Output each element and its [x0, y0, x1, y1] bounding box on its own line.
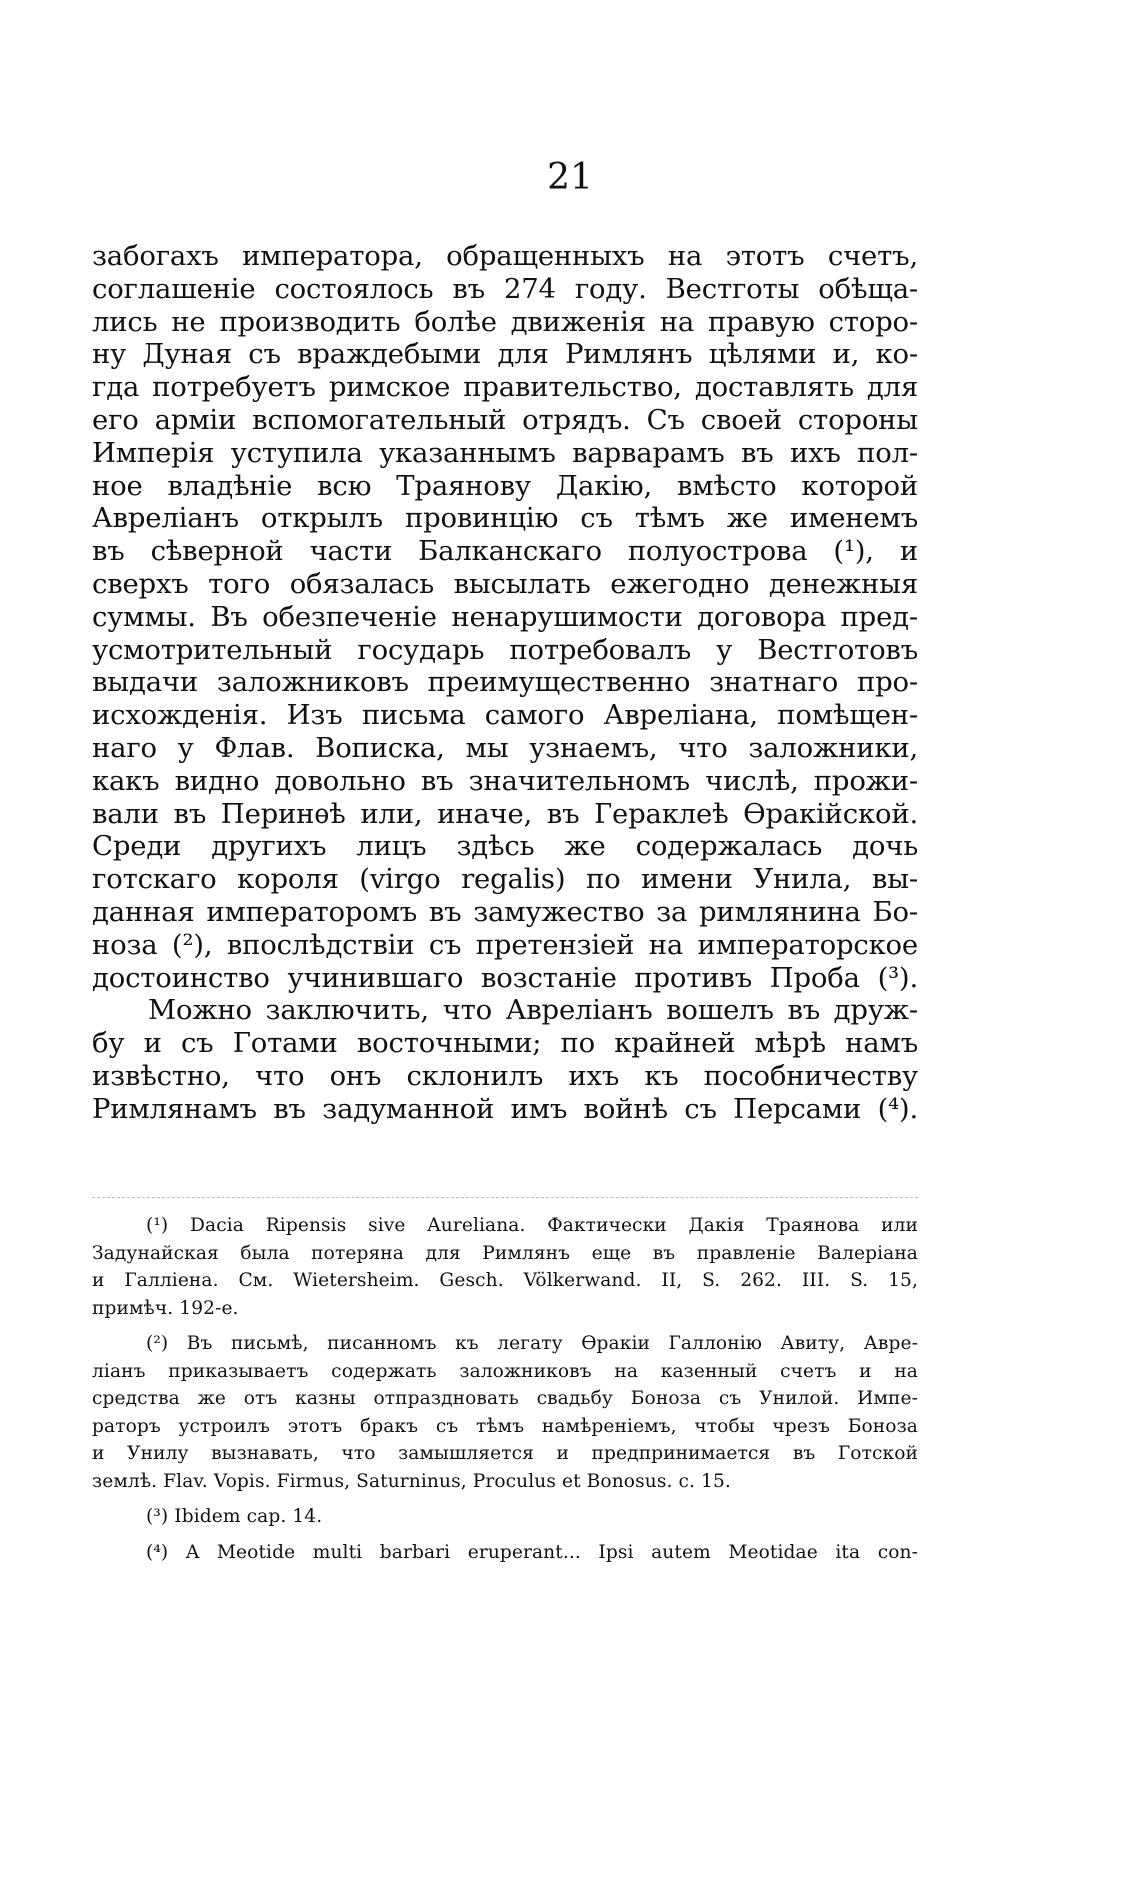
paragraph [92, 240, 918, 994]
text-line: Имперія уступила указаннымъ варварамъ въ ихъ пол- [92, 436, 918, 469]
text-line: гда потребуетъ римское правительство, доставлять для [92, 371, 918, 404]
footnotes [92, 1212, 918, 1566]
text-line: бу и съ Готами восточными; по крайней мѣрѣ намъ [92, 1027, 918, 1060]
text-line: усмотрительный государь потребовалъ у Вестготовъ [92, 633, 918, 666]
text-line: извѣстно, что онъ склонилъ ихъ къ пособничеству [92, 1059, 918, 1092]
footnote-line: и Унилу вызнавать, что замышляется и предпринимается въ Готской [92, 1443, 918, 1464]
footnote-line: примѣч. 192-е. [92, 1297, 239, 1319]
text-line: Среди другихъ лицъ здѣсь же содержалась дочь [92, 830, 918, 863]
text-line: ноза (²), впослѣдствіи съ претензіей на императорское [92, 928, 918, 961]
footnote-line: и Галліена. См. Wietersheim. Gesch. Völkerwand. II, S. 262. III. S. 15, [92, 1270, 918, 1291]
text-line: выдачи заложниковъ преимущественно знатнаго про- [92, 666, 918, 699]
text-line: наго у Флав. Вописка, мы узнаемъ, что заложники, [92, 731, 918, 764]
footnote-line: землѣ. Flav. Vopis. Firmus, Saturninus, Proculus et Bonosus. c. 15. [92, 1470, 731, 1492]
text-line: лись не производить болѣе движенія на правую сторо- [92, 305, 918, 338]
text-line: готскаго короля (virgo regalis) по имени Унила, вы- [92, 863, 918, 896]
footnote-line: (³) Ibidem cap. 14. [146, 1506, 323, 1527]
footnote-line: раторъ устроилъ этотъ бракъ съ тѣмъ намѣреніемъ, чтобы чрезъ Боноза [92, 1415, 918, 1437]
text-line: его арміи вспомогательный отрядъ. Съ своей стороны [92, 403, 918, 436]
footnote [92, 1503, 918, 1531]
footnote-line: (⁴) A Meotide multi barbari eruperant... Ipsi autem Meotidae ita con- [146, 1541, 918, 1563]
text-line: какъ видно довольно въ значительномъ числѣ, прожи- [92, 764, 918, 797]
text-line: Римлянамъ въ задуманной имъ войнѣ съ Персами (⁴). [92, 1092, 918, 1125]
footnote-line: ліанъ приказываетъ содержать заложниковъ на казенный счетъ и на [92, 1360, 918, 1382]
text-line: соглашеніе состоялось въ 274 году. Вестготы обѣща- [92, 272, 918, 305]
text-line: Авреліанъ открылъ провинцію съ тѣмъ же именемъ [92, 502, 918, 535]
footnote-line: средства же отъ казны отпраздновать свадьбу Боноза съ Унилой. Импе- [92, 1388, 918, 1409]
footnote-separator [92, 1197, 918, 1198]
text-line: достоинство учинившаго возстаніе противъ Проба (³). [92, 961, 918, 994]
main-text [92, 240, 918, 1126]
text-line: сверхъ того обязалась высылать ежегодно денежныя [92, 567, 918, 600]
text-line: ное владѣніе всю Траянову Дакію, вмѣсто которой [92, 469, 918, 502]
footnote-line: (¹) Dacia Ripensis sive Aureliana. Фактически Дакія Траянова или [146, 1215, 918, 1236]
text-line: Можно заключить, что Авреліанъ вошелъ въ друж- [148, 994, 918, 1027]
footnote [92, 1330, 918, 1495]
footnote-line: (²) Въ письмѣ, писанномъ къ легату Ѳракіи Галлонію Авиту, Авре- [146, 1333, 918, 1354]
footnote [92, 1212, 918, 1322]
text-line: ну Дуная съ враждебыми для Римлянъ цѣлями и, ко- [92, 338, 918, 371]
paragraph [92, 994, 918, 1125]
footnote [92, 1539, 918, 1567]
text-line: данная императоромъ въ замужество за римлянина Бо- [92, 895, 918, 928]
page-number: 21 [547, 157, 593, 198]
text-line: въ сѣверной части Балканскаго полуострова (¹), и [92, 535, 918, 568]
text-line: суммы. Въ обезпеченіе ненарушимости договора пред- [92, 600, 918, 633]
text-line: вали въ Перинѳѣ или, иначе, въ Гераклеѣ Ѳракійской. [92, 797, 918, 830]
footnote-line: Задунайская была потеряна для Римлянъ еще въ правленіе Валеріана [92, 1242, 918, 1264]
text-line: исхожденія. Изъ письма самого Авреліана, помѣщен- [92, 699, 918, 732]
text-line: забогахъ императора, обращенныхъ на этотъ счетъ, [92, 240, 918, 272]
